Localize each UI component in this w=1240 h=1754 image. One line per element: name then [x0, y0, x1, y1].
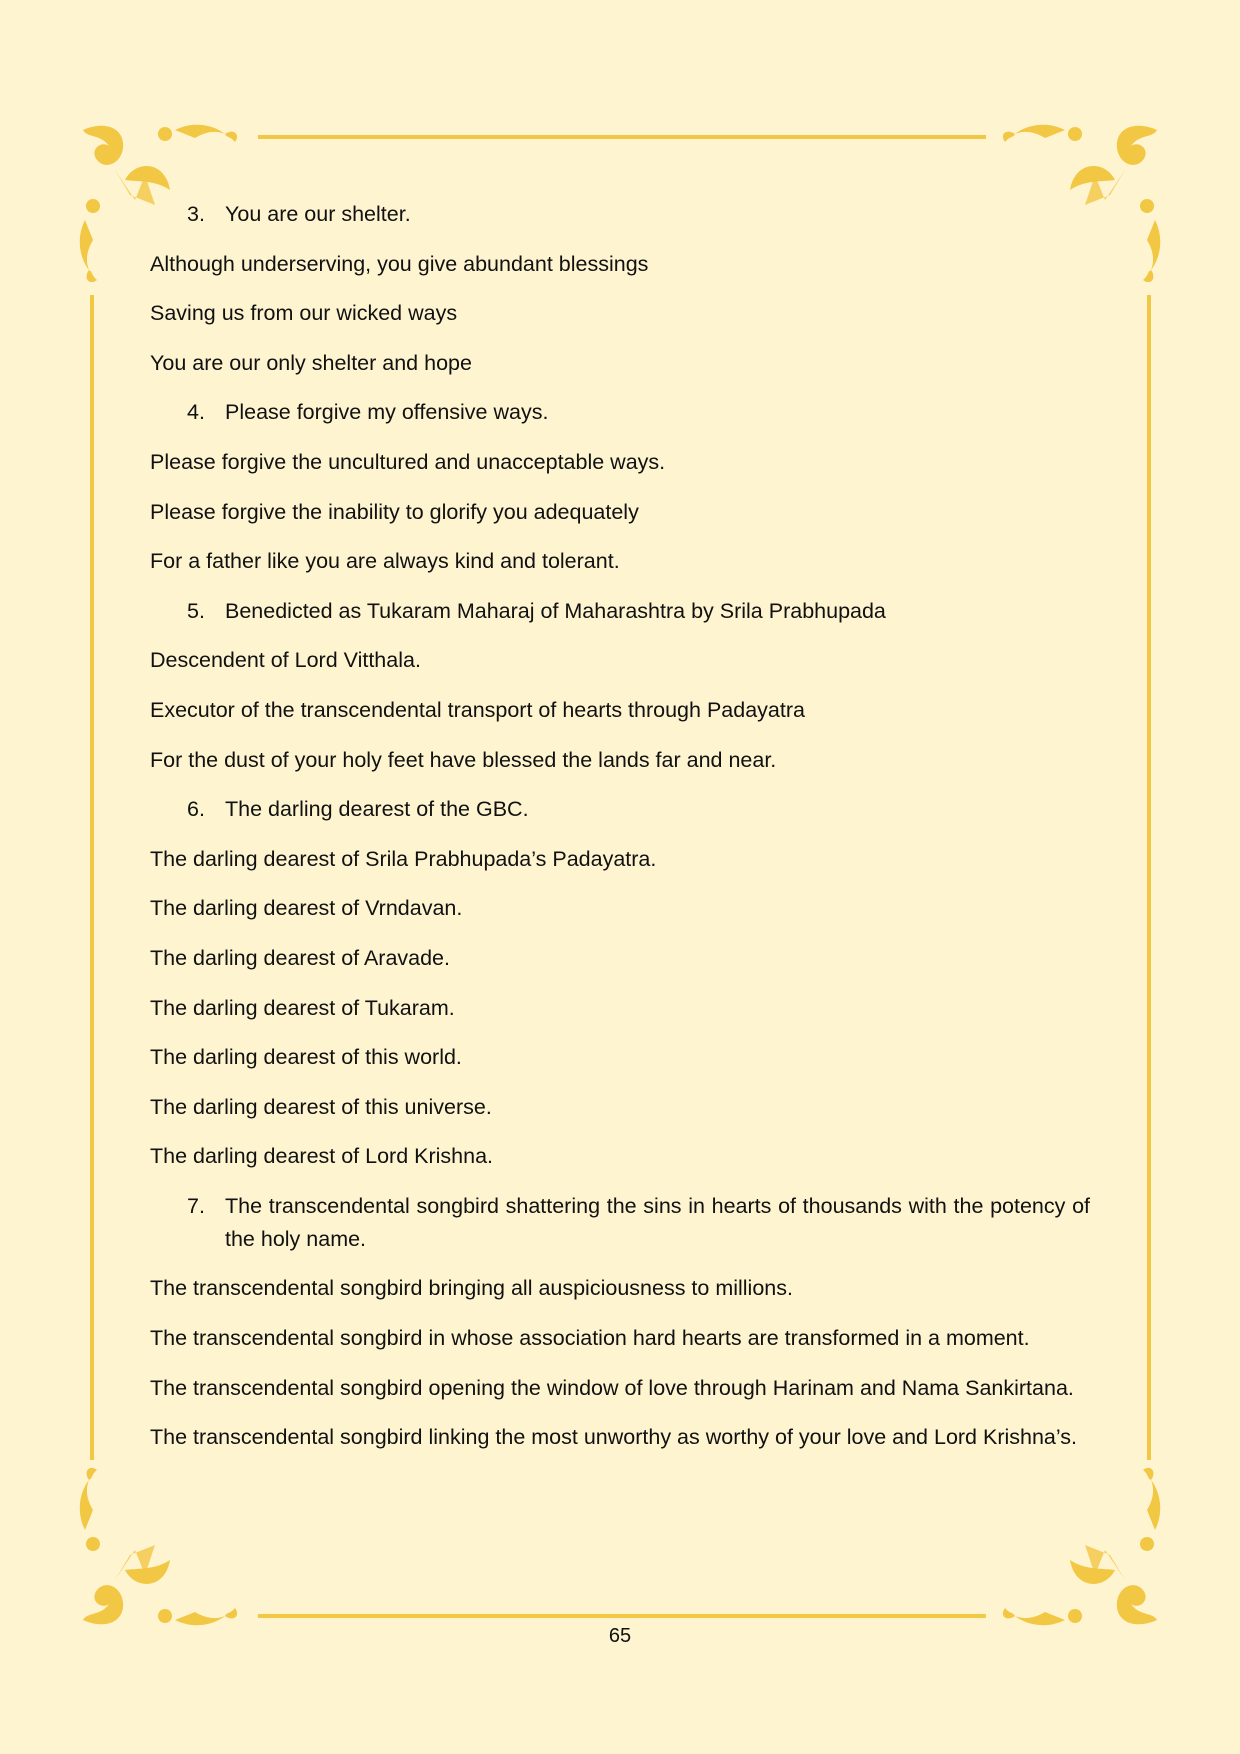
list-number: 4.	[187, 400, 205, 425]
list-item	[150, 198, 1090, 231]
list-item	[150, 1190, 1090, 1256]
list-text: The darling dearest of the GBC.	[225, 797, 529, 822]
frame-top-line	[258, 135, 986, 139]
paragraph: The transcendental songbird bringing all auspiciousness to millions.	[150, 1276, 793, 1301]
list-number: 7.	[187, 1193, 205, 1218]
paragraph: The darling dearest of Aravade.	[150, 945, 450, 970]
frame-left-line	[90, 295, 94, 1460]
paragraph: Descendent of Lord Vitthala.	[150, 648, 421, 673]
paragraph: For a father like you are always kind and tolerant.	[150, 549, 620, 574]
paragraph: The transcendental songbird linking the most unworthy as worthy of your love and Lord Krishna’s.	[150, 1425, 1077, 1450]
list-text: You are our shelter.	[225, 202, 411, 226]
paragraph: You are our only shelter and hope	[150, 350, 472, 375]
page-content	[150, 198, 1090, 1471]
list-text: Please forgive my offensive ways.	[225, 400, 549, 425]
paragraph: For the dust of your holy feet have blessed the lands far and near.	[150, 747, 777, 772]
list-item	[150, 793, 1090, 826]
list-text: The transcendental songbird shattering the sins in hearts of thousands with the potency of the holy name.	[225, 1193, 1090, 1251]
paragraph: The darling dearest of this world.	[150, 1045, 462, 1070]
list-item	[150, 396, 1090, 429]
paragraph: The darling dearest of Tukaram.	[150, 995, 455, 1020]
paragraph: Please forgive the inability to glorify you adequately	[150, 499, 639, 524]
paragraph: Saving us from our wicked ways	[150, 301, 458, 326]
paragraph: The transcendental songbird in whose association hard hearts are transformed in a moment.	[150, 1326, 1030, 1351]
paragraph: Please forgive the uncultured and unacceptable ways.	[150, 449, 666, 474]
frame-bottom-line	[258, 1614, 986, 1618]
list-text: Benedicted as Tukaram Maharaj of Maharashtra by Srila Prabhupada	[225, 598, 886, 623]
paragraph: The darling dearest of Vrndavan.	[150, 896, 463, 921]
page-number: 65	[608, 1625, 632, 1647]
floral-corner-icon	[985, 1450, 1165, 1630]
floral-corner-icon	[75, 1450, 255, 1630]
paragraph: The transcendental songbird opening the window of love through Harinam and Nama Sankirtana.	[150, 1375, 1074, 1400]
paragraph: The darling dearest of this universe.	[150, 1094, 492, 1119]
paragraph: The darling dearest of Srila Prabhupada’s Padayatra.	[150, 846, 657, 871]
list-number: 6.	[187, 797, 205, 822]
list-item	[150, 595, 1090, 628]
frame-right-line	[1147, 295, 1151, 1460]
list-number: 5.	[187, 598, 205, 623]
paragraph: Executor of the transcendental transport of hearts through Padayatra	[150, 697, 805, 722]
paragraph: Although underserving, you give abundant blessings	[150, 251, 649, 276]
paragraph: The darling dearest of Lord Krishna.	[150, 1144, 494, 1169]
list-number: 3.	[187, 202, 205, 226]
